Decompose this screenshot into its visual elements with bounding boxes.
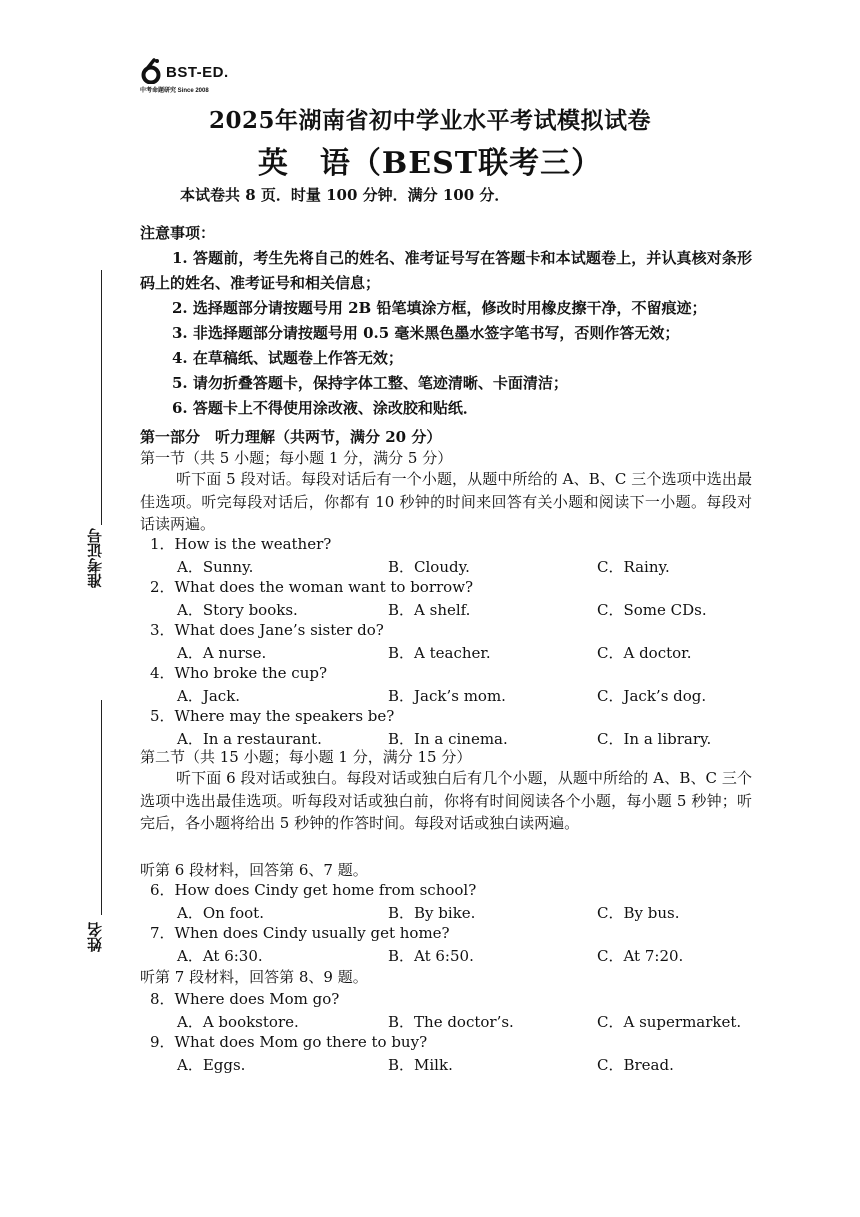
notice-item: 3. 非选择题部分请按题号用 0.5 毫米黑色墨水签字笔书写，否则作答无效； <box>172 324 680 342</box>
option-a: A．Eggs. <box>177 1056 246 1074</box>
exam-title: 2025年湖南省初中学业水平考试模拟试卷 <box>208 107 651 134</box>
notice-item: 5. 请勿折叠答题卡，保持字体工整、笔迹清晰、卡面清洁； <box>172 374 568 392</box>
option-c: C．In a library. <box>597 730 712 748</box>
option-b: B．By bike. <box>388 904 476 922</box>
option-b: B．Cloudy. <box>388 558 470 576</box>
section2-title: 第二节（共 15 小题；每小题 1 分，满分 15 分） <box>140 748 472 766</box>
question-stem: 9．What does Mom go there to buy? <box>150 1033 428 1051</box>
option-a: A．A nurse. <box>177 644 267 662</box>
option-c: C．Jack’s dog. <box>597 687 707 705</box>
option-c: C．Bread. <box>597 1056 674 1074</box>
name-label: 姓名 <box>86 922 104 952</box>
option-a: A．At 6:30. <box>177 947 263 965</box>
option-b: B．In a cinema. <box>388 730 508 748</box>
notice-item: 1. 答题前，考生先将自己的姓名、准考证号写在答题卡和本试题卷上，并认真核对条形码上的姓名、准考证号和相关信息； <box>140 249 752 292</box>
option-b: B．Jack’s mom. <box>388 687 506 705</box>
option-c: C．By bus. <box>597 904 680 922</box>
option-b: B．Milk. <box>388 1056 453 1074</box>
question-stem: 6．How does Cindy get home from school? <box>150 881 477 899</box>
option-b: B．A shelf. <box>388 601 471 619</box>
section1-instructions: 听下面 5 段对话。每段对话后有一个小题，从题中所给的 A、B、C 三个选项中选出最佳选项。听完每段对话后，你都有 10 秒钟的时间来回答有关小题和阅读下一小题。每段对话读两遍。 <box>140 470 752 533</box>
notice-item: 2. 选择题部分请按题号用 2B 铅笔填涂方框，修改时用橡皮擦干净，不留痕迹； <box>172 299 707 317</box>
question-stem: 5．Where may the speakers be? <box>150 707 395 725</box>
exam-subject: 英 语（BEST联考三） <box>257 146 603 181</box>
option-b: B．The doctor’s. <box>388 1013 514 1031</box>
exam-info: 本试卷共 8 页．时量 100 分钟．满分 100 分． <box>180 186 510 204</box>
question-stem: 4．Who broke the cup? <box>150 664 327 682</box>
exam-id-label: 准考证号 <box>86 528 104 588</box>
option-a: A．On foot. <box>177 904 264 922</box>
material-6-note: 听第 6 段材料，回答第 6、7 题。 <box>140 861 368 879</box>
question-stem: 2．What does the woman want to borrow? <box>150 578 474 596</box>
logo-brand: BST-ED. <box>166 64 229 81</box>
option-c: C．Some CDs. <box>597 601 707 619</box>
question-stem: 7．When does Cindy usually get home? <box>150 924 450 942</box>
section1-title: 第一节（共 5 小题；每小题 1 分，满分 5 分） <box>140 449 453 467</box>
option-a: A．In a restaurant. <box>177 730 322 748</box>
option-b: B．A teacher. <box>388 644 491 662</box>
question-stem: 8．Where does Mom go? <box>150 990 340 1008</box>
question-stem: 1．How is the weather? <box>150 535 332 553</box>
option-c: C．Rainy. <box>597 558 670 576</box>
option-a: A．Jack. <box>177 687 241 705</box>
name-line <box>101 700 102 915</box>
publisher-logo <box>140 54 290 96</box>
logo-tagline: 中考命题研究 Since 2008 <box>140 88 209 94</box>
notice-heading: 注意事项： <box>140 224 216 242</box>
option-c: C．At 7:20. <box>597 947 684 965</box>
section2-instructions: 听下面 6 段对话或独白。每段对话或独白后有几个小题，从题中所给的 A、B、C 三个选项中选出最佳选项。听每段对话或独白前，你将有时间阅读各个小题，每小题 5 秒钟；听完后，各小题将给出 5 秒钟的作答时间。每段对话或独白读两遍。 <box>140 769 752 832</box>
notice-item: 6. 答题卡上不得使用涂改液、涂改胶和贴纸． <box>172 399 478 417</box>
option-a: A．A bookstore. <box>177 1013 299 1031</box>
material-7-note: 听第 7 段材料，回答第 8、9 题。 <box>140 968 368 986</box>
notice-item: 4. 在草稿纸、试题卷上作答无效； <box>172 349 403 367</box>
logo-mark-icon <box>140 58 162 84</box>
exam-id-line <box>101 270 102 525</box>
notice-list <box>140 246 752 421</box>
option-a: A．Story books. <box>177 601 298 619</box>
option-c: C．A supermarket. <box>597 1013 742 1031</box>
option-b: B．At 6:50. <box>388 947 474 965</box>
part1-title: 第一部分 听力理解（共两节，满分 20 分） <box>140 428 442 446</box>
option-c: C．A doctor. <box>597 644 692 662</box>
option-a: A．Sunny. <box>177 558 254 576</box>
question-stem: 3．What does Jane’s sister do? <box>150 621 384 639</box>
